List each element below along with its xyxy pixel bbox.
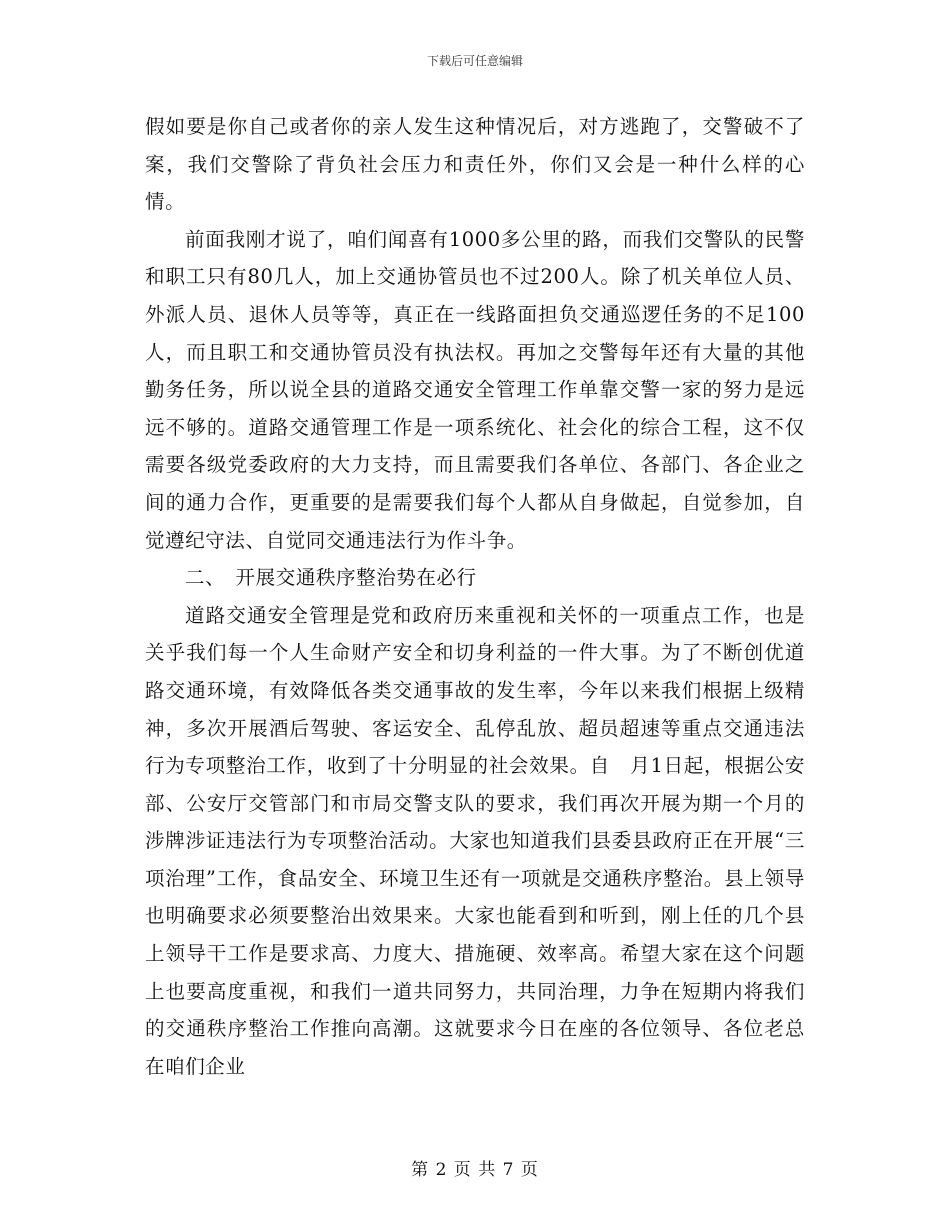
paragraph-3: 道路交通安全管理是党和政府历来重视和关怀的一项重点工作，也是关乎我们每一个人生命财产安全和切身利益的一件大事。为了不断创优道路交通环境，有效降低各类交通事故的发生率，今年以来我们根据上级精神，多次开展酒后驾驶、客运安全、乱停乱放、超员超速等重点交通违法行为专项整治工作，收到了十分明显的社会效果。自 月1日起，根据公安部、公安厅交管部门和市局交警支队的要求，我们再次开展为期一个月的涉牌涉证违法行为专项整治活动。大家也知道我们县委县政府正在开展“三项治理”工作，食品安全、环境卫生还有一项就是交通秩序整治。县上领导也明确要求必须要整治出效果来。大家也能看到和听到，刚上任的几个县上领导干工作是要求高、力度大、措施硬、效率高。希望大家在这个问题上也要高度重视，和我们一道共同努力，共同治理，力争在短期内将我们的交通秩序整治工作推向高潮。这就要求今日在座的各位领导、各位老总在咱们企业 xyxy=(145,603,805,1078)
document-body xyxy=(145,108,805,1085)
paragraph-1: 假如要是你自己或者你的亲人发生这种情况后，对方逃跑了，交警破不了案，我们交警除了背负社会压力和责任外，你们又会是一种什么样的心情。 xyxy=(145,115,805,214)
section-heading: 二、 开展交通秩序整治势在必行 xyxy=(185,566,477,590)
page-footer: 第 2 页 共 7 页 xyxy=(411,1160,539,1180)
paragraph-2: 前面我刚才说了，咱们闻喜有1000多公里的路，而我们交警队的民警和职工只有80几人，加上交通协管员也不过200人。除了机关单位人员、外派人员、退休人员等等，真正在一线路面担负交通巡逻任务的不足100人，而且职工和交通协管员没有执法权。再加之交警每年还有大量的其他勤务任务，所以说全县的道路交通安全管理工作单靠交警一家的努力是远远不够的。道路交通管理工作是一项系统化、社会化的综合工程，这不仅需要各级党委政府的大力支持，而且需要我们各单位、各部门、各企业之间的通力合作，更重要的是需要我们每个人都从自身做起，自觉参加，自觉遵纪守法、自觉同交通违法行为作斗争。 xyxy=(145,227,805,552)
page-header: 下载后可任意编辑 xyxy=(426,54,523,68)
